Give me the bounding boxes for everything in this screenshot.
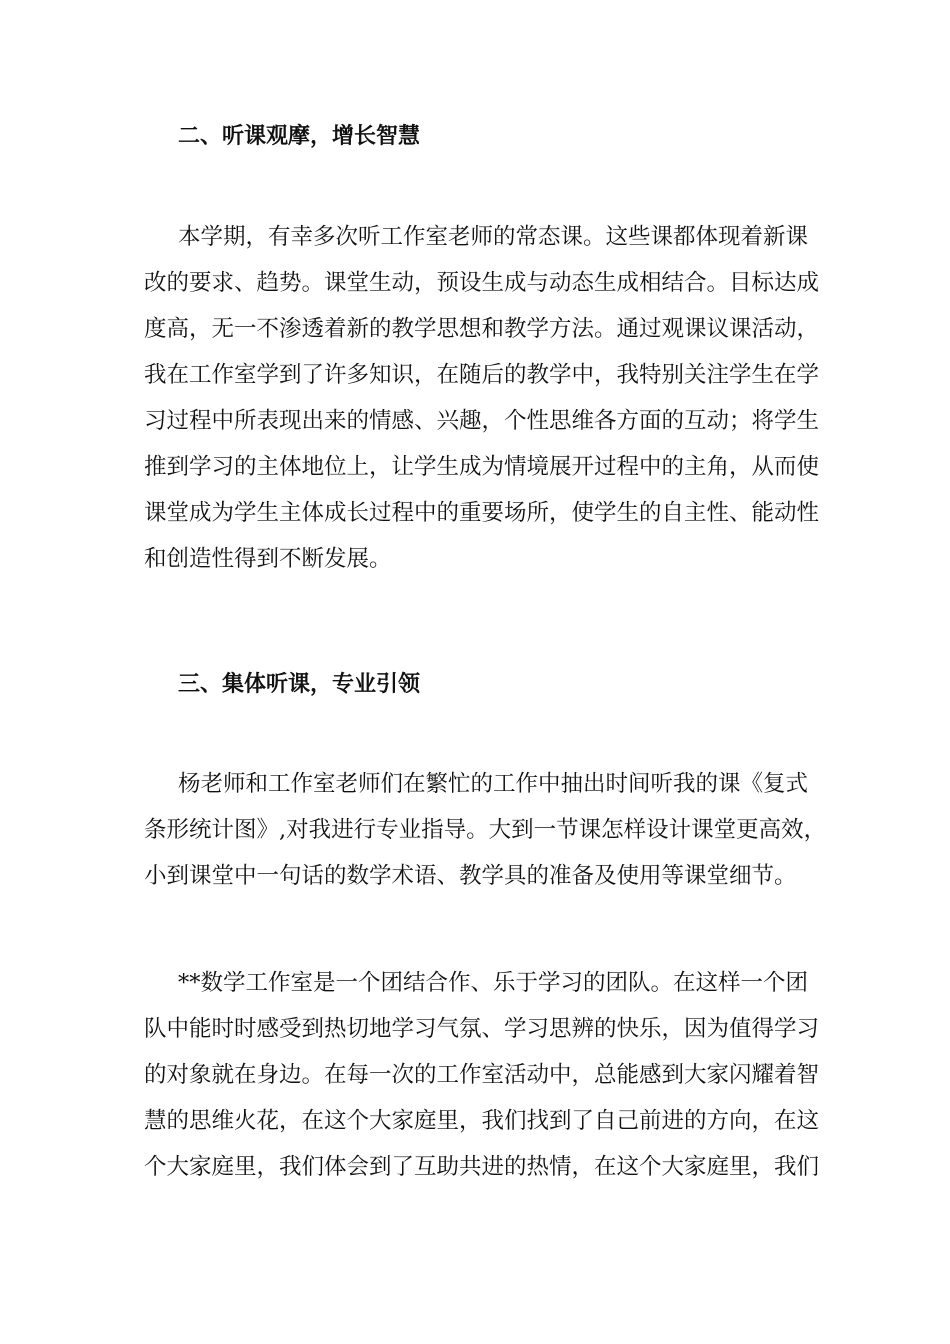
section-3-paragraph-2 (144, 960, 820, 1190)
paragraph-line: 我在工作室学到了许多知识，在随后的教学中，我特别关注学生在学 (144, 362, 820, 388)
paragraph-line: 慧的思维火花，在这个大家庭里，我们找到了自己前进的方向，在这 (144, 1108, 820, 1134)
paragraph-line: 的对象就在身边。在每一次的工作室活动中，总能感到大家闪耀着智 (144, 1062, 820, 1088)
paragraph-line: 课堂成为学生主体成长过程中的重要场所，使学生的自主性、能动性 (144, 500, 820, 526)
paragraph-line: 条形统计图》,对我进行专业指导。大到一节课怎样设计课堂更高效， (144, 817, 827, 843)
paragraph-line: 推到学习的主体地位上，让学生成为情境展开过程中的主角，从而使 (144, 454, 820, 480)
paragraph-line: 习过程中所表现出来的情感、兴趣，个性思维各方面的互动；将学生 (144, 408, 820, 434)
section-heading-2: 二、听课观摩，增长智慧 (178, 123, 421, 149)
section-heading-3: 三、集体听课，专业引领 (178, 671, 421, 697)
paragraph-line: 队中能时时感受到热切地学习气氛、学习思辨的快乐，因为值得学习 (144, 1016, 820, 1042)
paragraph-line: 度高，无一不渗透着新的教学思想和教学方法。通过观课议课活动， (144, 316, 820, 342)
paragraph-line: 小到课堂中一句话的数学术语、教学具的准备及使用等课堂细节。 (144, 863, 797, 889)
paragraph-line: 本学期，有幸多次听工作室老师的常态课。这些课都体现着新课 (178, 224, 809, 250)
section-3-paragraph-1 (144, 761, 827, 899)
paragraph-line: 杨老师和工作室老师们在繁忙的工作中抽出时间听我的课《复式 (178, 771, 809, 797)
paragraph-line: **数学工作室是一个团结合作、乐于学习的团队。在这样一个团 (178, 970, 809, 996)
paragraph-line: 和创造性得到不断发展。 (144, 546, 392, 572)
paragraph-line: 改的要求、趋势。课堂生动，预设生成与动态生成相结合。目标达成 (144, 270, 820, 296)
section-2-paragraph (144, 214, 820, 582)
paragraph-line: 个大家庭里，我们体会到了互助共进的热情，在这个大家庭里，我们 (144, 1154, 820, 1180)
